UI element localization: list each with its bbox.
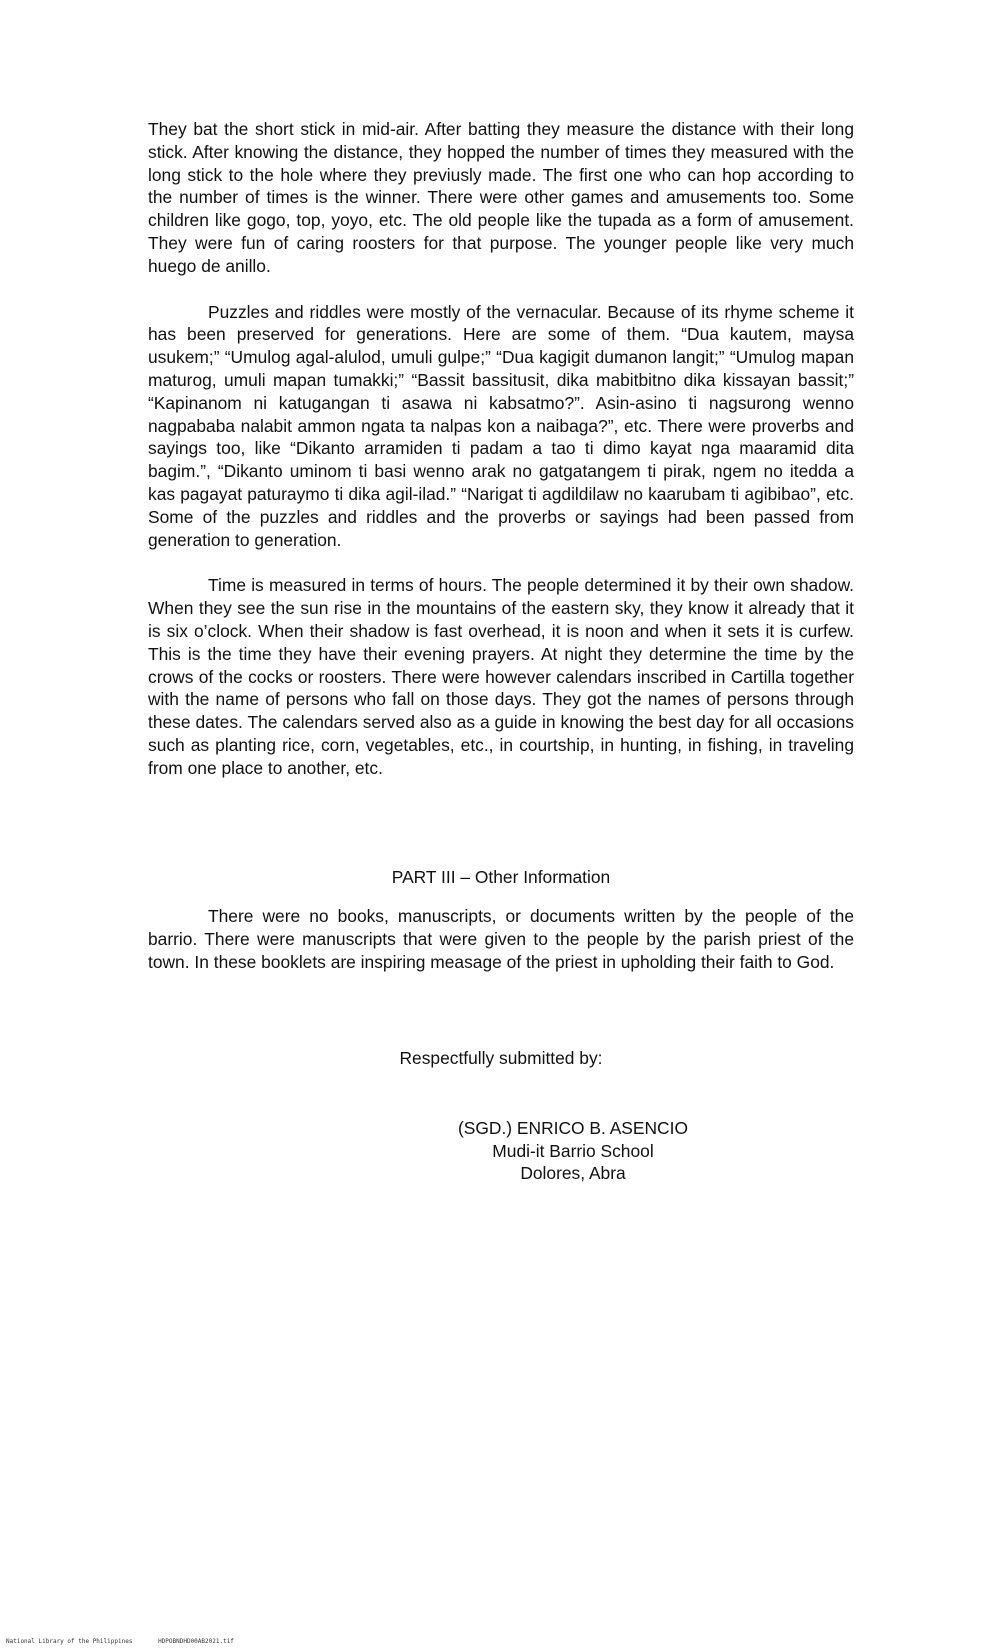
document-body-part3 bbox=[148, 905, 854, 996]
signature-place: Dolores, Abra bbox=[520, 1163, 626, 1184]
paragraph-books: There were no books, manuscripts, or documents written by the people of the barrio. There were manuscripts that were given to the people by the parish priest of the town. In these booklets are inspiring measage of the priest in upholding their faith to God. bbox=[148, 906, 854, 972]
scan-footer bbox=[6, 1638, 256, 1645]
document-body bbox=[148, 118, 854, 803]
closing-line: Respectfully submitted by: bbox=[399, 1048, 603, 1068]
paragraph-time: Time is measured in terms of hours. The people determined it by their own shadow. When they see the sun rise in the mountains of the eastern sky, they know it already that it is six o’clock. When their shadow is fast overhead, it is noon and when it sets it is curfew. This is the time they have their evening prayers. At night they determine the time by the crows of the cocks or roosters. There were however calendars inscribed in Cartilla together with the name of persons who fall on those days. They got the names of persons through these dates. The calendars served also as a guide in knowing the best day for all occasions such as planting rice, corn, vegetables, etc., in courtship, in hunting, in fishing, in traveling from one place to another, etc. bbox=[148, 575, 854, 778]
footer-library: National Library of the Philippines bbox=[6, 1638, 133, 1645]
part-heading: PART III – Other Information bbox=[391, 867, 611, 887]
paragraph-riddles: Puzzles and riddles were mostly of the vernacular. Because of its rhyme scheme it has been preserved for generations. Here are some of them. “Dua kautem, maysa usukem;” “Umulog agal-alulod, umuli gulpe;” “Dua kagigit dumanon langit;” “Umulog mapan maturog, umuli mapan tumakki;” “Bassit bassitusit, dika mabitbitno dika kissayan bassit;” “Kapinanom ni katugangan ti asawa ni kabsatmo?”. Asin-asino ti nagsurong wenno nagpababa nalabit ammon ngata ta nalpas kon a naibaga?”, etc. There were proverbs and sayings too, like “Dikanto arramiden ti padam a tao ti dimo kayat nga maaramid dita bagim.”, “Dikanto uminom ti basi wenno arak no gatgatangem ti pirak, ngem no itedda a kas pagayat paturaymo ti dika agil-ilad.” “Narigat ti agdildilaw no kaarubam ti agibibao”, etc. Some of the puzzles and riddles and the proverbs or sayings had been passed from generation to generation. bbox=[148, 301, 854, 550]
footer-code: HDPOBNDHD00AB2021.tif bbox=[158, 1638, 234, 1645]
signature-name: (SGD.) ENRICO B. ASENCIO bbox=[458, 1118, 688, 1138]
paragraph-games: They bat the short stick in mid-air. After batting they measure the distance with their long stick. After knowing the distance, they hopped the number of times they measured with the long stick to the hole where they previusly made. The first one who can hop according to the number of times is the winner. There were other games and amusements too. Some children like gogo, top, yoyo, etc. The old people like the tupada as a form of amusement. They were fun of caring roosters for that purpose. The younger people like very much huego de anillo. bbox=[148, 119, 854, 276]
signature-block bbox=[428, 1117, 718, 1185]
signature-school: Mudi-it Barrio School bbox=[492, 1140, 654, 1161]
